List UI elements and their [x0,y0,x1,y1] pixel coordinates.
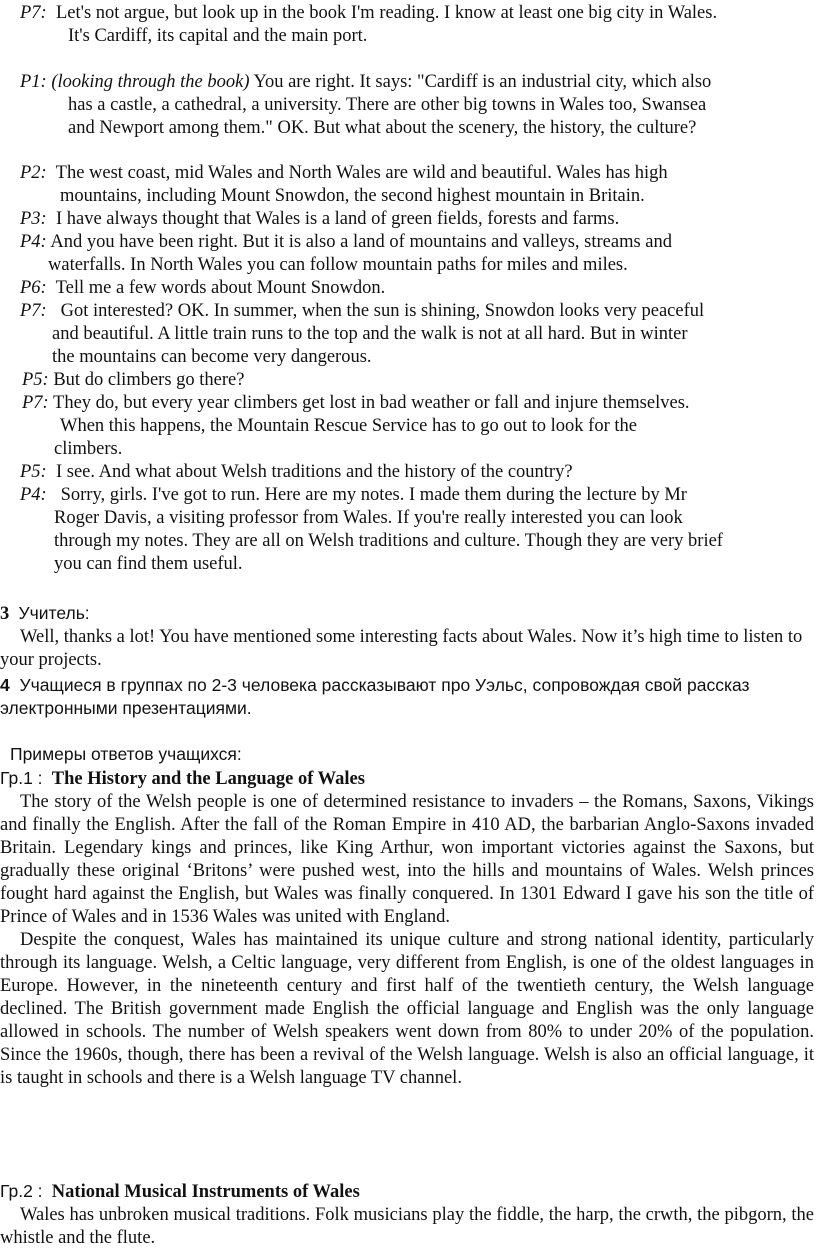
dialogue-line: They do, but every year climbers get lost in bad weather or fall and injure themselves. [53,393,690,413]
dialogue-line: you can find them useful. [54,554,243,574]
speaker-label: P1: [20,72,47,92]
speaker-label: P7: [20,301,47,321]
dialogue-line: Sorry, girls. I've got to run. Here are my notes. I made them during the lecture by Mr [60,485,687,505]
paragraph: Despite the conquest, Wales has maintained its unique culture and strong national identity, particularly through its language. Welsh, a Celtic language, very different from English, is one of the oldest languages in Europe. However, in the nineteenth century and first half of the twentieth century, the Welsh language declined. The British government made English the official language and English was the only language allowed in schools. The number of Welsh speakers went down from 80% to under 20% of the population. Since the 1960s, though, there has been a revival of the Welsh language. Welsh is also an official language, it is taught in schools and there is a Welsh language TV channel. [0,930,814,1088]
dialogue-line: I have always thought that Wales is a land of green fields, forests and farms. [55,209,620,229]
speaker-label: P4: [20,485,47,505]
speaker-label: P2: [20,163,47,183]
dialogue-p2 [20,162,810,208]
dialogue-line: climbers. [54,439,123,459]
dialogue-p4-1 [20,231,810,277]
dialogue-line: has a castle, a cathedral, a university. There are other big towns in Wales too, Swansea [68,95,707,115]
group-1 [0,767,814,1090]
speaker-label: P4: [20,232,47,252]
dialogue-line: You are right. It says: "Cardiff is an industrial city, which also [253,72,712,92]
examples-label: Примеры ответов учащихся: [10,744,242,764]
dialogue-line: Got interested? OK. In summer, when the sun is shining, Snowdon looks very peaceful [60,301,705,321]
dialogue-line: and Newport among them." OK. But what about the scenery, the history, the culture? [68,118,697,138]
group-prefix: Гр.2 : [0,1181,43,1201]
dialogue-line: and beautiful. A little train runs to the top and the walk is not at all hard. But in winter [52,324,688,344]
dialogue-line: The west coast, mid Wales and North Wales are wild and beautiful. Wales has high [55,163,668,183]
dialogue-line: the mountains can become very dangerous. [52,347,372,367]
dialogue-line: through my notes. They are all on Welsh traditions and culture. Though they are very brief [54,531,723,551]
dialogue-line: When this happens, the Mountain Rescue Service has to go out to look for the [60,416,637,436]
dialogue-line: I see. And what about Welsh traditions and the history of the country? [55,462,573,482]
step-4 [0,674,790,720]
speaker-label: P3: [20,209,47,229]
speaker-label: P7: [22,393,49,413]
step-number: 4 [0,675,10,695]
dialogue-line: Let's not argue, but look up in the book I'm reading. I know at least one big city in Wales. [55,3,718,23]
paragraph: Wales has unbroken musical traditions. Folk musicians play the fiddle, the harp, the crwth, the pibgorn, the whistle and the flute. [0,1205,814,1248]
dialogue-line: But do climbers go there? [53,370,245,390]
speaker-label: P7: [20,3,47,23]
section-title: National Musical Instruments of Wales [51,1182,360,1202]
dialogue-p1 [20,71,810,140]
step-text: Учащиеся в группах по 2-3 человека рассказывают про Уэльс, сопровождая свой рассказ электронными презентациями. [0,675,750,718]
step-number: 3 [0,604,10,624]
section-title: The History and the Language of Wales [51,769,365,789]
dialogue-line: It's Cardiff, its capital and the main port. [68,26,368,46]
dialogue-p7-3 [22,392,812,461]
group-prefix: Гр.1 : [0,768,43,788]
dialogue-line: Roger Davis, a visiting professor from Wales. If you're really interested you can look [54,508,683,528]
dialogue-line: Tell me a few words about Mount Snowdon. [55,278,386,298]
dialogue-p7-1 [20,2,810,48]
dialogue-p7-2 [20,300,810,369]
dialogue-p6 [20,277,810,300]
dialogue-line: mountains, including Mount Snowdon, the second highest mountain in Britain. [60,186,645,206]
step-label: Учитель: [18,603,90,623]
step-text: Well, thanks a lot! You have mentioned some interesting facts about Wales. Now it’s high time to listen to your projects. [0,627,803,670]
dialogue-line: And you have been right. But it is also a land of mountains and valleys, streams and [50,232,673,252]
step-3 [0,602,812,672]
speaker-label: P5: [22,370,49,390]
stage-direction: (looking through the book) [51,72,250,92]
dialogue-p4-2 [20,484,810,576]
speaker-label: P5: [20,462,47,482]
paragraph: The story of the Welsh people is one of determined resistance to invaders – the Romans, Saxons, Vikings and finally the English. After the fall of the Roman Empire in 410 AD, the barbarian Anglo-Saxons invaded Britain. Legendary kings and princes, like King Arthur, won important victories against the Saxons, but gradually these original ‘Britons’ were pushed west, into the hills and mountains of Wales. Welsh princes fought hard against the English, but Wales was finally conquered. In 1301 Edward I gave his son the title of Prince of Wales and in 1536 Wales was united with England. [0,792,814,927]
dialogue-p5-1 [22,369,812,392]
dialogue-p5-2 [20,461,810,484]
dialogue-line: waterfalls. In North Wales you can follow mountain paths for miles and miles. [48,255,628,275]
speaker-label: P6: [20,278,47,298]
dialogue-p3 [20,208,810,231]
group-2 [0,1180,814,1250]
